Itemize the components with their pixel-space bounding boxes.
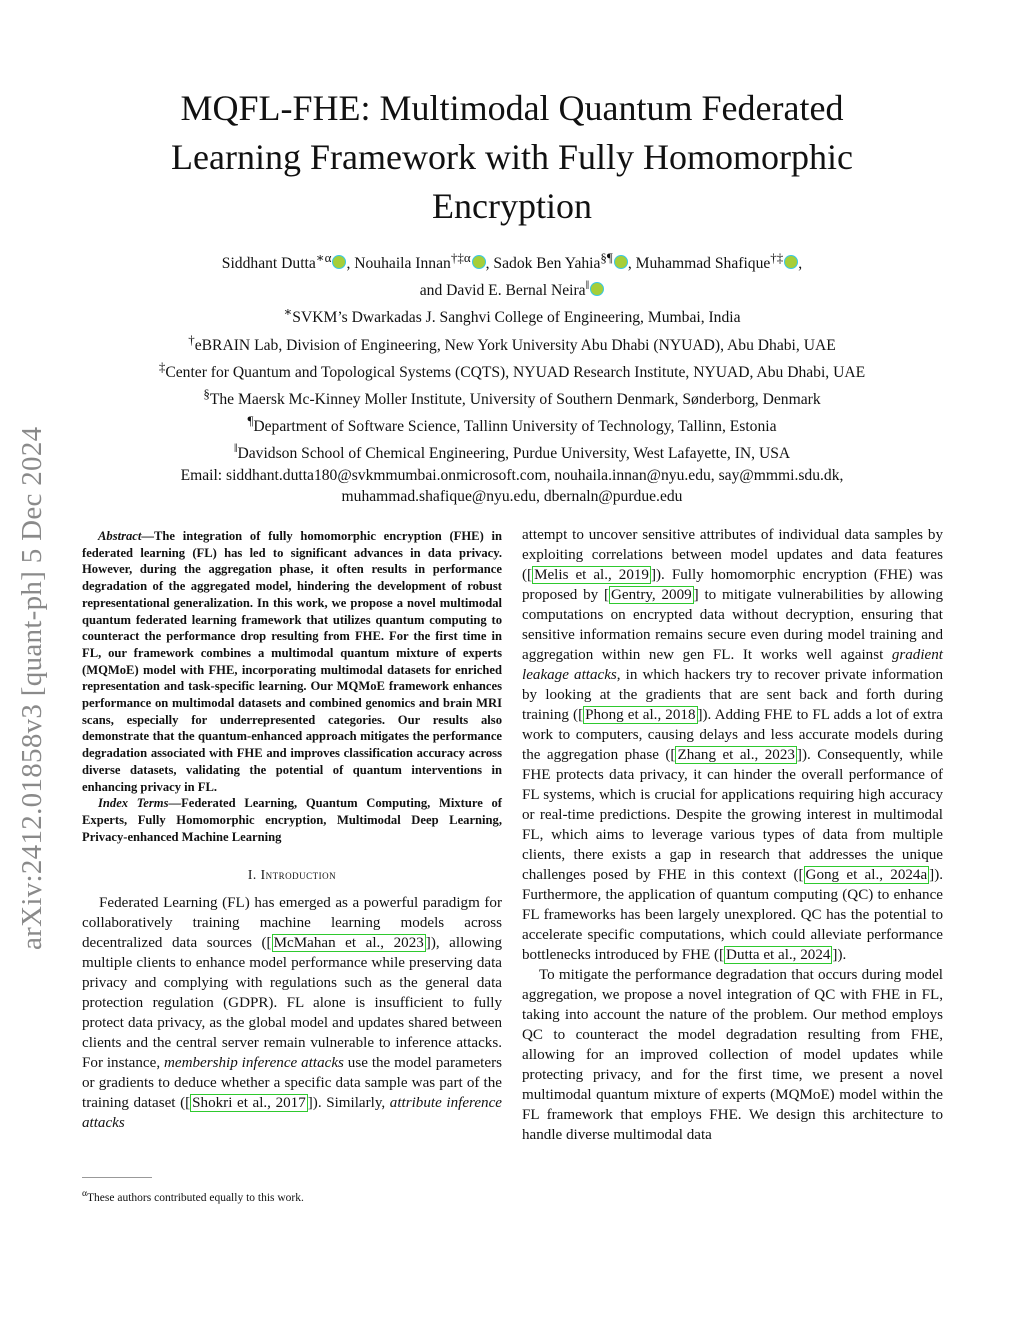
intro-paragraph xyxy=(82,893,502,1133)
author-block xyxy=(80,247,944,507)
body-text: ]). xyxy=(832,947,847,963)
affiliation xyxy=(80,329,944,356)
affiliation-sup: ∗ xyxy=(283,304,293,320)
arxiv-stamp: arXiv:2412.01858v3 [quant-ph] 5 Dec 2024 xyxy=(16,426,48,950)
affiliation-text: eBRAIN Lab, Division of Engineering, New York University Abu Dhabi (NYUAD), Abu Dhabi, UAE xyxy=(194,336,836,354)
author-name: Siddhant Dutta xyxy=(221,255,316,273)
affiliation-text: Department of Software Science, Tallinn University of Technology, Tallinn, Estonia xyxy=(253,418,777,436)
orcid-icon[interactable] xyxy=(590,282,604,296)
body-text: ]). Fully homomorphic encryption (FHE) was proposed by [ xyxy=(522,567,943,603)
citation-link[interactable]: Gentry, 2009 xyxy=(611,587,692,603)
author-sup: ‖ xyxy=(585,277,590,293)
author-name: , Sadok Ben Yahia xyxy=(485,255,601,273)
abstract xyxy=(82,528,502,795)
section-heading: I. Introduction xyxy=(247,867,337,883)
title-line: MQFL-FHE: Multimodal Quantum Federated xyxy=(180,88,844,128)
affiliation-text: The Maersk Mc-Kinney Moller Institute, University of Southern Denmark, Sønderborg, Denmark xyxy=(209,391,821,409)
body-text: ]). Adding FHE to FL adds a lot of extra work to computers, causing delays and less accurate models during the aggregation phase ([ xyxy=(522,707,943,763)
abstract-label: Abstract xyxy=(98,529,142,543)
body-text: ] to mitigate vulnerabilities by allowing computations on encrypted data without decryption, ensuring that sensitive information remains secure even during model training and aggregation within new gen FL. It works well against xyxy=(522,587,943,663)
index-terms-text: —Federated Learning, Quantum Computing, Mixture of Experts, Fully Homomorphic encryption, Multimodal Deep Learning, Privacy-enhanced Machine Learning xyxy=(82,796,502,844)
affiliation-text: Center for Quantum and Topological Systems (CQTS), NYUAD Research Institute, NYUAD, Abu Dhabi, UAE xyxy=(165,363,866,381)
title-line: Learning Framework with Fully Homomorphic xyxy=(171,137,853,177)
orcid-icon[interactable] xyxy=(332,255,346,269)
body-text: ]). Similarly, xyxy=(307,1095,390,1112)
author-name: , Nouhaila Innan xyxy=(346,255,451,273)
left-column xyxy=(82,528,502,1133)
affiliation xyxy=(80,410,944,437)
author-sup: ∗α xyxy=(315,250,332,265)
emphasis-text: attribute inference attacks xyxy=(82,1095,502,1132)
affiliation xyxy=(80,301,944,328)
citation-link[interactable]: Gong et al., 2024a xyxy=(805,867,928,883)
footnote-rule xyxy=(82,1177,152,1178)
author-sup: †‡ xyxy=(770,250,784,265)
affiliation xyxy=(80,356,944,383)
citation-link[interactable]: McMahan et al., 2023 xyxy=(273,935,424,952)
citation-link[interactable]: Dutta et al., 2024 xyxy=(726,947,831,963)
citation-link[interactable]: Zhang et al., 2023 xyxy=(677,747,795,763)
author-line xyxy=(80,247,944,274)
email-line: muhammad.shafique@nyu.edu, dbernaln@purdue.edu xyxy=(341,487,683,505)
body-text: attempt to uncover sensitive attributes of individual data samples by exploiting correlations between model updates and data features ([ xyxy=(522,527,943,583)
footnote-text: These authors contributed equally to this work. xyxy=(87,1191,304,1204)
affiliation-sup: § xyxy=(203,385,210,401)
affiliation-sup: † xyxy=(188,331,195,347)
affiliation-sup: ‖ xyxy=(233,440,238,456)
citation-link[interactable]: Phong et al., 2018 xyxy=(585,707,696,723)
index-terms xyxy=(82,795,502,845)
body-text: ]), allowing multiple clients to enhance model performance while preserving data privacy and complying with regulations such as the general data protection regulation (GDPR). FL alone is insufficient to fully protect data privacy, as the global model and updates shared between clients and the central server remain vulnerable to inference attacks. For instance, xyxy=(82,935,502,1072)
affiliation-sup: ‡ xyxy=(158,358,166,374)
body-text: , in which hackers try to recover private information by looking at the gradients that are sent back and forth during training ([ xyxy=(522,667,943,723)
title-line: Encryption xyxy=(432,186,592,226)
author-line xyxy=(80,274,944,301)
footnote-sup: α xyxy=(82,1188,88,1199)
emphasis-text: membership inference attacks xyxy=(163,1055,344,1072)
author-separator: , xyxy=(798,255,803,273)
author-sup: §¶ xyxy=(600,250,613,265)
orcid-icon[interactable] xyxy=(784,255,798,269)
emphasis-text: gradient leakage attacks xyxy=(522,647,943,683)
body-text: use the model parameters or gradients to deduce whether a specific data sample was part of the training dataset ([ xyxy=(82,1055,502,1112)
citation-link[interactable]: Shokri et al., 2017 xyxy=(192,1095,306,1112)
affiliation-text: Davidson School of Chemical Engineering, Purdue University, West Lafayette, IN, USA xyxy=(237,445,791,463)
body-text: ]). Consequently, while FHE protects data privacy, it can hinder the overall performance of FL systems, which is crucial for applications requiring high accuracy or real-time predictions. Despite the growing interest in multimodal FL, which aims to leverage various types of data from multiple clients, there exists a gap in research that addresses the unique challenges posed by FHE in this context ([ xyxy=(522,747,943,883)
right-column xyxy=(522,525,943,1145)
paper-title xyxy=(80,84,944,231)
intro-paragraph-2: To mitigate the performance degradation that occurs during model aggregation, we propose a novel integration of QC with FHE in FL, taking into account the nature of the problem. Our method employs QC to counteract the model degradation resulting from FHE, allowing for an improved collection of model updates while protecting privacy, and for the first time, we present a novel multimodal quantum mixture of experts (MQMoE) model within the FL framework that employs FHE. We design this architecture to handle diverse multimodal data xyxy=(522,967,943,1143)
author-name: , Muhammad Shafique xyxy=(627,255,771,273)
affiliation-sup: ¶ xyxy=(247,413,254,429)
citation-link[interactable]: Melis et al., 2019 xyxy=(534,567,649,583)
affiliation-text: SVKM’s Dwarkadas J. Sanghvi College of Engineering, Mumbai, India xyxy=(292,309,741,327)
index-terms-label: Index Terms xyxy=(98,796,169,811)
affiliation xyxy=(80,383,944,410)
orcid-icon[interactable] xyxy=(614,255,628,269)
body-text: Federated Learning (FL) has emerged as a powerful paradigm for collaboratively training machine learning models across decentralized data sources ([ xyxy=(82,895,502,952)
email-line: Email: siddhant.dutta180@svkmmumbai.onmicrosoft.com, nouhaila.innan@nyu.edu, say@mmmi.sdu.dk, xyxy=(180,466,844,484)
affiliation xyxy=(80,437,944,464)
abstract-text: —The integration of fully homomorphic encryption (FHE) in federated learning (FL) has led to significant advances in data privacy. However, during the aggregation phase, it often results in performance degradation of the aggregated model, hindering the development of robust representational generalization. In this work, we propose a novel multimodal quantum federated learning framework that utilizes quantum computing to counteract the performance drop resulting from FHE. For the first time in FL, our framework combines a multimodal quantum mixture of experts (MQMoE) model with FHE, incorporating multimodal datasets for enriched representation and task-specific learning. Our MQMoE framework enhances performance on multimodal datasets and combined genomics and brain MRI scans, especially for underrepresented categories. Our results also demonstrate that the quantum-enhanced approach mitigates the performance degradation associated with FHE and improves classification accuracy across diverse datasets, validating the potential of quantum interventions in enhancing privacy in FL. xyxy=(82,529,502,794)
intro-paragraph-continued xyxy=(522,525,943,965)
orcid-icon[interactable] xyxy=(472,255,486,269)
footnote xyxy=(82,1187,502,1205)
body-text: ]). Furthermore, the application of quantum computing (QC) to enhance FL frameworks has been largely unexplored. QC has the potential to accelerate specific computations, which could alleviate performance bottlenecks introduced by FHE ([ xyxy=(522,867,943,963)
author-sup: †‡α xyxy=(450,250,471,265)
author-name: and David E. Bernal Neira xyxy=(419,282,586,300)
